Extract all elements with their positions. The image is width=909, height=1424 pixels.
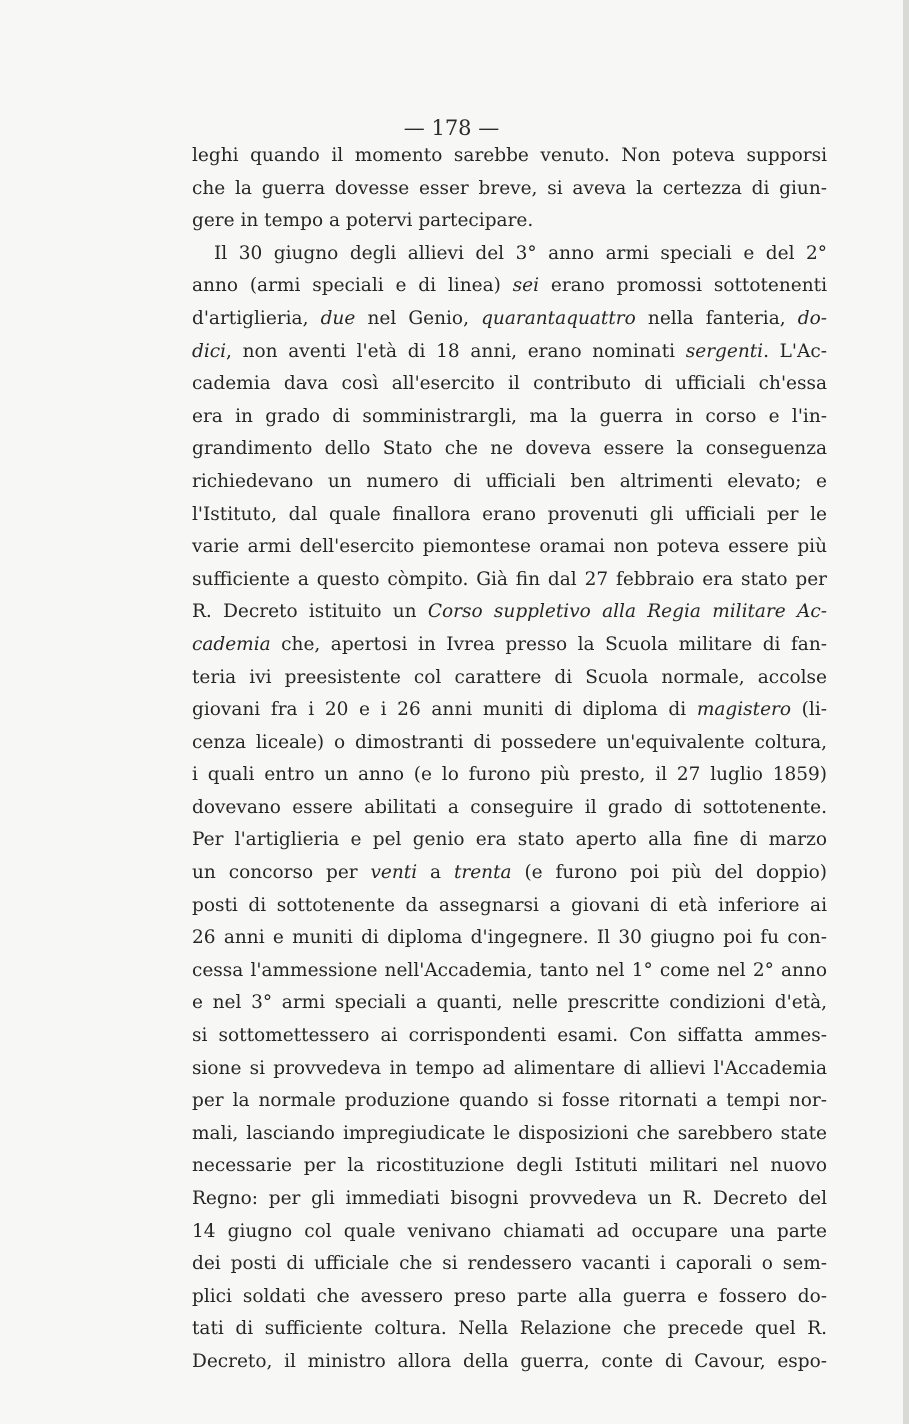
text-line: 14 giugno col quale venivano chiamati ad occupare una parte [192,1220,827,1242]
text-line: tati di sufficiente coltura. Nella Relazione che precede quel R. [192,1318,827,1340]
text-line: R. Decreto istituito un Corso suppletivo alla Regia militare Ac- [192,601,827,623]
text-line: che la guerra dovesse esser breve, si aveva la certezza di giun- [192,177,827,199]
text-line: richiedevano un numero di ufficiali ben altrimenti elevato; e [192,470,827,492]
text-line: dei posti di ufficiale che si rendessero vacanti i caporali o sem- [192,1253,827,1275]
page-number: — 178 — [403,116,500,140]
text-line: Per l'artiglieria e pel genio era stato aperto alla fine di marzo [192,829,827,851]
text-line: Regno: per gli immediati bisogni provvedeva un R. Decreto del [192,1188,827,1209]
text-line: cademia dava così all'esercito il contributo di ufficiali ch'essa [192,373,827,395]
text-line: necessarie per la ricostituzione degli Istituti militari nel nuovo [192,1155,827,1177]
text-line: sione si provvedeva in tempo ad alimentare di allievi l'Accademia [192,1057,827,1079]
text-line: Il 30 giugno degli allievi del 3° anno armi speciali e del 2° [214,242,827,264]
text-line: sufficiente a questo còmpito. Già fin dal 27 febbraio era stato per [192,568,827,590]
text-line: plici soldati che avessero preso parte alla guerra e fossero do- [192,1285,827,1307]
text-line: leghi quando il momento sarebbe venuto. Non poteva supporsi [192,145,827,166]
text-line: si sottomettessero ai corrispondenti esami. Con siffatta ammes- [192,1025,827,1047]
text-line: dici, non aventi l'età di 18 anni, erano nominati sergenti. L'Ac- [192,340,827,362]
text-line: l'Istituto, dal quale finallora erano provenuti gli ufficiali per le [192,503,827,525]
text-line: Decreto, il ministro allora della guerra, conte di Cavour, espo- [192,1350,827,1372]
text-line: mali, lasciando impregiudicate le disposizioni che sarebbero state [192,1122,827,1144]
text-line: d'artiglieria, due nel Genio, quarantaquattro nella fanteria, do- [192,307,828,329]
text-line: era in grado di somministrargli, ma la guerra in corso e l'in- [192,405,827,427]
text-line: gere in tempo a potervi partecipare. [192,210,534,232]
text-line: giovani fra i 20 e i 26 anni muniti di diploma di magistero (li- [192,699,827,721]
text-line: per la normale produzione quando si fosse ritornati a tempi nor- [192,1090,827,1112]
text-line: 26 anni e muniti di diploma d'ingegnere. Il 30 giugno poi fu con- [192,927,827,949]
body-text [192,140,827,1379]
text-line: varie armi dell'esercito piemontese oramai non poteva essere più [192,536,827,558]
text-line: cademia che, apertosi in Ivrea presso la Scuola militare di fan- [192,633,827,655]
text-line: un concorso per venti a trenta (e furono poi più del doppio) [192,862,827,884]
text-line: teria ivi preesistente col carattere di Scuola normale, accolse [192,666,827,688]
text-line: posti di sottotenente da assegnarsi a giovani di età inferiore ai [192,894,827,916]
text-line: i quali entro un anno (e lo furono più presto, il 27 luglio 1859) [192,764,827,786]
text-line: anno (armi speciali e di linea) sei erano promossi sottotenenti [192,275,827,297]
text-line: cenza liceale) o dimostranti di possedere un'equivalente coltura, [192,731,827,753]
text-line: grandimento dello Stato che ne doveva essere la conseguenza [192,438,827,460]
text-line: e nel 3° armi speciali a quanti, nelle prescritte condizioni d'età, [192,992,827,1014]
text-line: dovevano essere abilitati a conseguire il grado di sottotenente. [192,796,827,818]
text-line: cessa l'ammessione nell'Accademia, tanto nel 1° come nel 2° anno [192,959,827,981]
